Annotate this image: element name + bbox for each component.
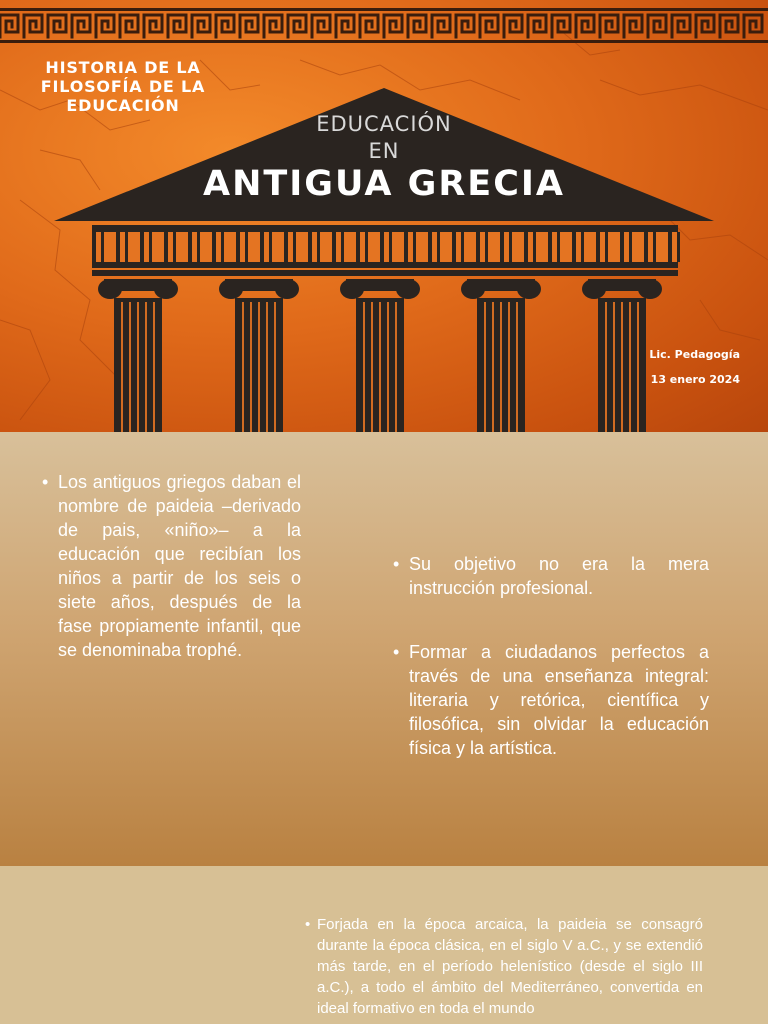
pediment-heading-line-1: EDUCACIÓN — [316, 112, 452, 136]
bullet-icon: • — [42, 472, 49, 492]
bullet-objective — [393, 552, 709, 600]
temple-frieze — [92, 232, 680, 262]
bullet-text: Forjada en la época arcaica, la paideia se consagró durante la época clásica, en el siglo V a.C., y se extendió más tarde, en el período helenístico (desde el siglo III a.C.), a todo el ámbito del Mediterráneo, convertida en ideal formativo en toda el mundo — [317, 916, 703, 1017]
date-label: 13 enero 2024 — [650, 373, 740, 386]
bullet-text: Formar a ciudadanos perfectos a través de una enseñanza integral: literaria y retórica, científica y filosófica, sin olvidar la educación física y la artística. — [409, 642, 709, 758]
bullet-icon: • — [393, 642, 400, 662]
bullet-integral-education — [393, 640, 709, 760]
pediment-heading-line-2: EN — [368, 139, 400, 163]
content-slide-history — [0, 866, 768, 1024]
author-label: Lic. Pedagogía — [649, 348, 740, 361]
greek-key-border — [0, 8, 768, 43]
pediment-main-heading: ANTIGUA GRECIA — [202, 164, 565, 204]
bullet-paideia-history — [305, 914, 703, 1019]
bullet-icon: • — [393, 554, 400, 574]
presentation-title: HISTORIA DE LA FILOSOFÍA DE LA EDUCACIÓN — [40, 58, 206, 115]
bullet-text: Su objetivo no era la mera instrucción profesional. — [409, 554, 709, 598]
content-slide-paideia — [0, 432, 768, 866]
bullet-icon: • — [305, 916, 311, 933]
bullet-paideia-definition — [42, 470, 301, 662]
temple-columns — [98, 279, 662, 432]
title-slide — [0, 0, 768, 432]
bullet-text: Los antiguos griegos daban el nombre de paideia –derivado de pais, «niño»– a la educación que recibían los niños a partir de los seis o siete años, después de la fase propiamente infantil, que se denominaba trophé. — [58, 472, 301, 660]
